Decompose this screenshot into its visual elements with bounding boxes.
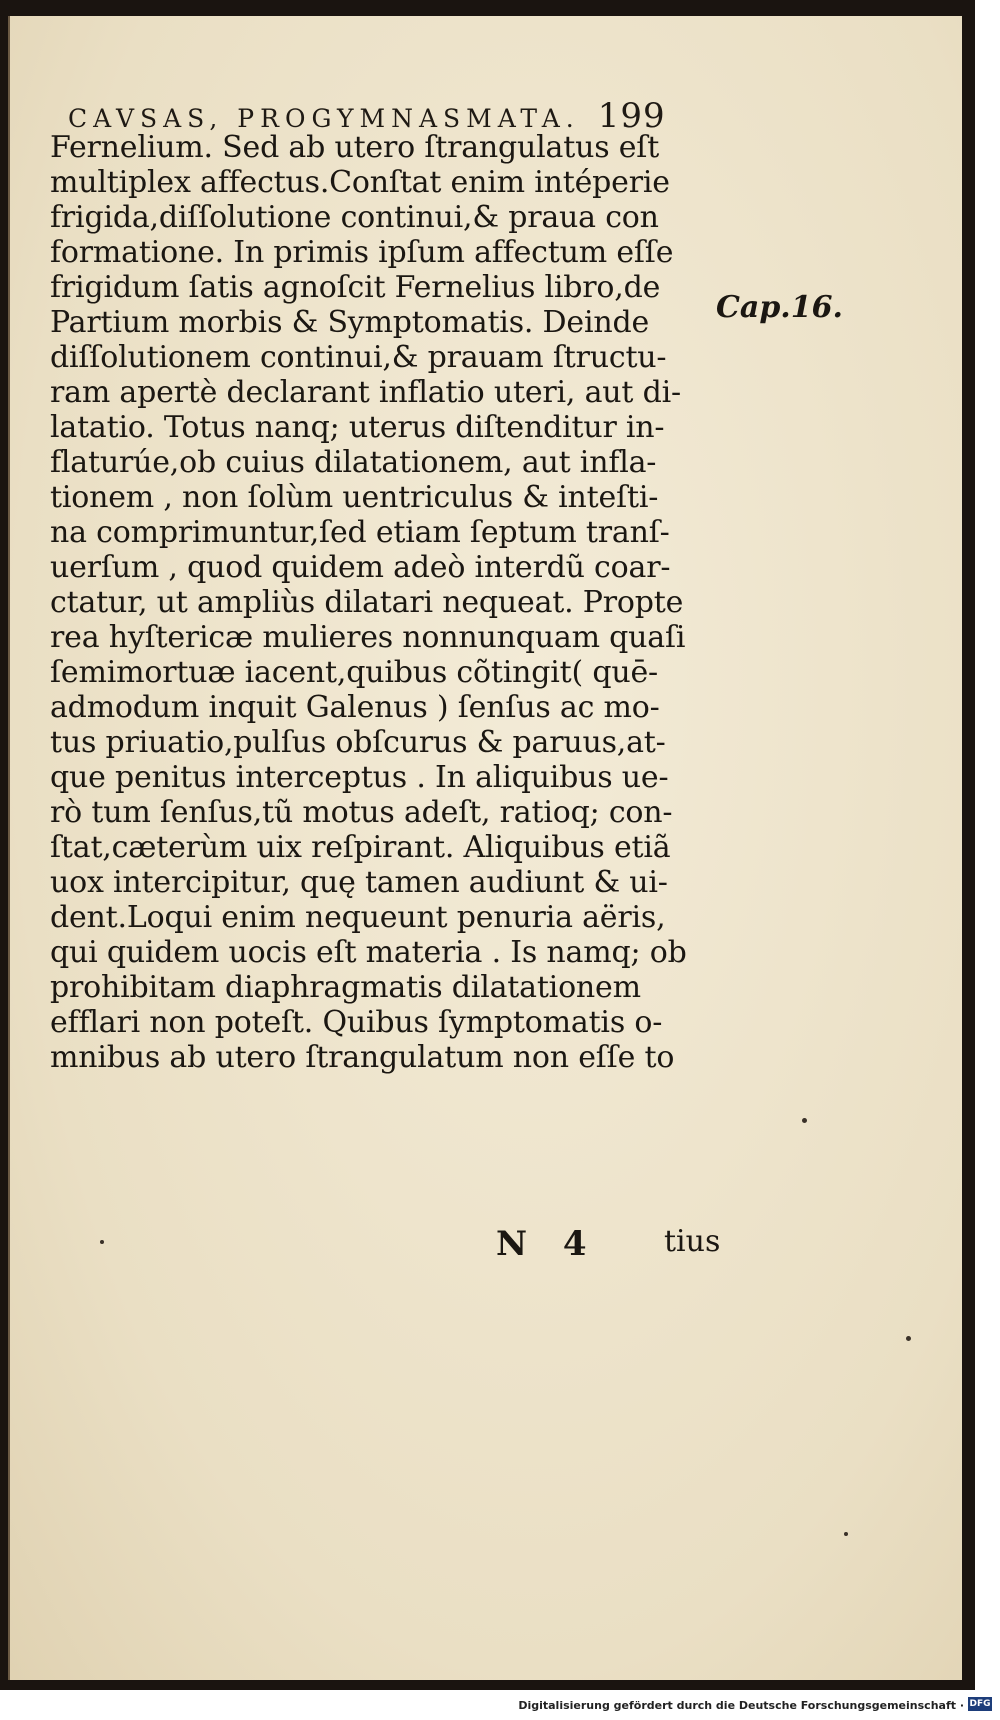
- text-line: ctatur, ut ampliùs dilatari nequeat. Propte: [50, 585, 684, 620]
- text-line: qui quidem uocis eſt materia . Is namq; ob: [50, 935, 687, 970]
- ink-speck: [906, 1336, 911, 1341]
- ink-speck: [844, 1532, 848, 1536]
- page-number: 199: [597, 96, 666, 136]
- text-line: que penitus interceptus . In aliquibus ue-: [50, 760, 669, 795]
- text-line: na comprimuntur,ſed etiam ſeptum tranſ-: [50, 515, 670, 550]
- text-line: Fernelium. Sed ab utero ſtrangulatus eſt: [50, 130, 660, 165]
- text-line: tus priuatio,pulſus obſcurus & paruus,at-: [50, 725, 666, 760]
- book-page: [8, 16, 962, 1680]
- running-title: CAVSAS, PROGYMNASMATA.: [68, 104, 580, 133]
- signature-mark: N 4: [496, 1224, 599, 1264]
- text-line: rò tum ſenſus,tũ motus adeſt, ratioq; con-: [50, 795, 673, 830]
- dfg-logo-icon: DFG: [969, 1699, 991, 1709]
- margin-note: Cap.16.: [716, 290, 843, 325]
- text-line: latatio. Totus nanq; uterus diſtenditur in-: [50, 410, 665, 445]
- text-line: flaturúe,ob cuius dilatationem, aut infla-: [50, 445, 657, 480]
- text-line: frigidum ſatis agnoſcit Fernelius libro,de: [50, 270, 661, 305]
- text-line: ſemimortuæ iacent,quibus cõtingit( quē-: [50, 655, 658, 690]
- text-line: efflari non poteſt. Quibus ſymptomatis o-: [50, 1005, 663, 1040]
- text-line: ſtat,cæterùm uix reſpirant. Aliquibus etiã: [50, 830, 671, 865]
- text-line: admodum inquit Galenus ) ſenſus ac mo-: [50, 690, 660, 725]
- catchword: tius: [664, 1224, 721, 1259]
- text-line: formatione. In primis ipſum affectum eſſe: [50, 235, 674, 270]
- ink-speck: [100, 1240, 104, 1244]
- text-line: uox intercipitur, quę tamen audiunt & ui-: [50, 865, 668, 900]
- text-line: prohibitam diaphragmatis dilatationem: [50, 970, 641, 1005]
- text-line: rea hyſtericæ mulieres nonnunquam quaſi: [50, 620, 686, 655]
- text-line: ram apertè declarant inflatio uteri, aut di-: [50, 375, 681, 410]
- text-line: tionem , non ſolùm uentriculus & inteſti-: [50, 480, 659, 515]
- text-line: uerſum , quod quidem adeò interdũ coar-: [50, 550, 671, 585]
- ink-speck: [802, 1118, 807, 1123]
- text-line: frigida,diſſolutione continui,& praua con: [50, 200, 659, 235]
- text-line: diſſolutionem continui,& prauam ſtructu-: [50, 340, 667, 375]
- funding-credit: Digitalisierung gefördert durch die Deutsche Forschungsgemeinschaft ·: [518, 1699, 964, 1712]
- text-line: mnibus ab utero ſtrangulatum non eſſe to: [50, 1040, 675, 1075]
- text-line: dent.Loqui enim nequeunt penuria aëris,: [50, 900, 666, 935]
- text-line: multiplex affectus.Conſtat enim intéperie: [50, 165, 670, 200]
- text-line: Partium morbis & Symptomatis. Deinde: [50, 305, 650, 340]
- body-text: [50, 130, 730, 1075]
